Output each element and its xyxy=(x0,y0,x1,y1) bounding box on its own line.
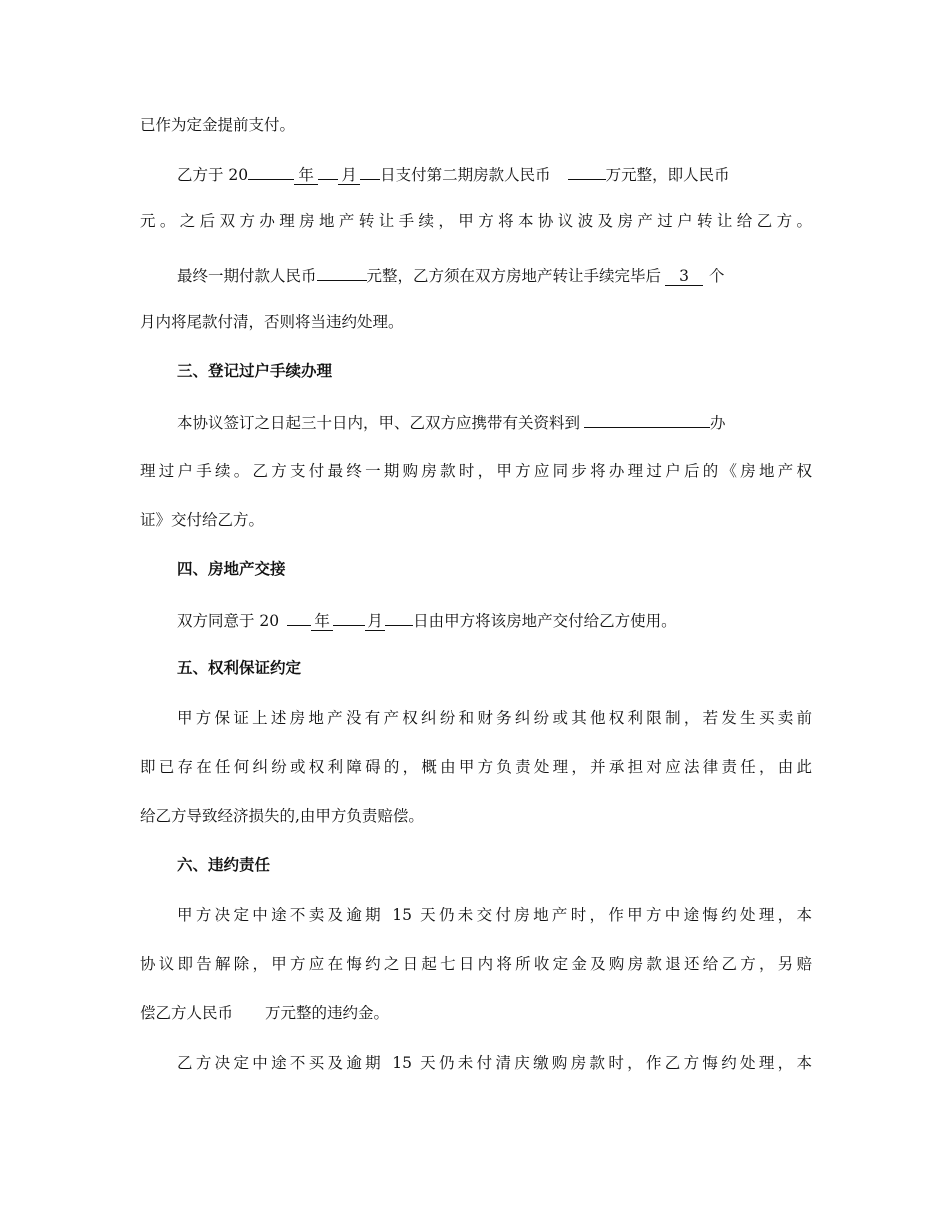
paragraph-line xyxy=(140,113,812,137)
text: 元。之后双方办理房地产转让手续，甲方将本协议波及房产过户转让给乙方。 xyxy=(140,212,812,230)
blank-month[interactable] xyxy=(333,607,365,626)
text: 偿乙方人民币 xyxy=(140,1004,234,1022)
blank-day[interactable] xyxy=(385,607,413,626)
label-year: 年 xyxy=(311,612,333,631)
paragraph-handover xyxy=(177,607,812,631)
paragraph-line xyxy=(140,508,812,532)
paragraph-warranty xyxy=(177,706,812,730)
text: 本协议签订之日起三十日内，甲、乙双方应携带有关资料到 xyxy=(177,414,581,432)
text: 协议即告解除，甲方应在悔约之日起七日内将所收定金及购房款退还给乙方，另赔 xyxy=(140,955,812,973)
paragraph-final-payment xyxy=(177,262,812,286)
paragraph-registration xyxy=(177,409,812,433)
text: 万元整，即人民币 xyxy=(605,166,730,184)
paragraph-seller-breach xyxy=(177,903,812,927)
text: 三、登记过户手续办理 xyxy=(177,361,333,380)
blank-year[interactable] xyxy=(287,607,311,626)
text: 即已存在任何纠纷或权利障碍的，概由甲方负责处理，并承担对应法律责任，由此 xyxy=(140,758,812,776)
text: 日由甲方将该房地产交付给乙方使用。 xyxy=(413,612,677,630)
text: 个 xyxy=(709,267,725,285)
paragraph-line xyxy=(140,952,812,976)
label-month: 月 xyxy=(365,612,385,631)
text: 万元整的违约金。 xyxy=(265,1004,390,1022)
section-heading-4 xyxy=(177,557,849,581)
section-heading-3 xyxy=(177,359,849,383)
paragraph-line xyxy=(140,804,812,828)
label-year: 年 xyxy=(294,166,318,185)
section-heading-5 xyxy=(177,656,849,680)
text: 办 xyxy=(710,414,726,432)
text: 给乙方导致经济损失的,由甲方负责赔偿。 xyxy=(140,807,424,825)
text: 双方同意于 20 xyxy=(177,612,280,630)
text: 乙方决定中途不买及逾期 15 天仍未付清庆缴购房款时，作乙方悔约处理，本 xyxy=(177,1054,812,1072)
label-month: 月 xyxy=(338,166,360,185)
paragraph-line xyxy=(140,755,812,779)
text: 已作为定金提前支付。 xyxy=(140,116,296,134)
paragraph-line xyxy=(140,310,812,334)
text: 五、权利保证约定 xyxy=(177,658,302,677)
text: 最终一期付款人民币 xyxy=(177,267,317,285)
blank-office[interactable] xyxy=(584,409,710,428)
text: 日支付第二期房款人民币 xyxy=(380,166,551,184)
text: 元整，乙方须在双方房地产转让手续完毕后 xyxy=(366,267,662,285)
text: 四、房地产交接 xyxy=(177,559,286,578)
text: 理过户手续。乙方支付最终一期购房款时，甲方应同步将办理过户后的《房地产权 xyxy=(140,462,812,480)
section-heading-6 xyxy=(177,853,849,877)
text: 证》交付给乙方。 xyxy=(140,511,265,529)
paragraph-second-payment xyxy=(177,161,812,185)
paragraph-line xyxy=(140,459,812,483)
paragraph-buyer-breach xyxy=(177,1051,812,1075)
blank-month[interactable] xyxy=(318,161,338,180)
blank-amount[interactable] xyxy=(568,161,606,180)
blank-final-amount[interactable] xyxy=(317,262,367,281)
text: 乙方于 20 xyxy=(177,166,249,184)
text: 甲方保证上述房地产没有产权纠纷和财务纠纷或其他权利限制，若发生买卖前 xyxy=(177,709,812,727)
blank-year[interactable] xyxy=(248,161,294,180)
blank-day[interactable] xyxy=(360,161,380,180)
paragraph-line xyxy=(140,1001,812,1025)
paragraph-line xyxy=(140,209,812,233)
text: 六、违约责任 xyxy=(177,855,271,874)
text: 月内将尾款付清，否则将当违约处理。 xyxy=(140,313,404,331)
months-value: 3 xyxy=(665,267,703,286)
text: 甲方决定中途不卖及逾期 15 天仍未交付房地产时，作甲方中途悔约处理，本 xyxy=(177,906,812,924)
